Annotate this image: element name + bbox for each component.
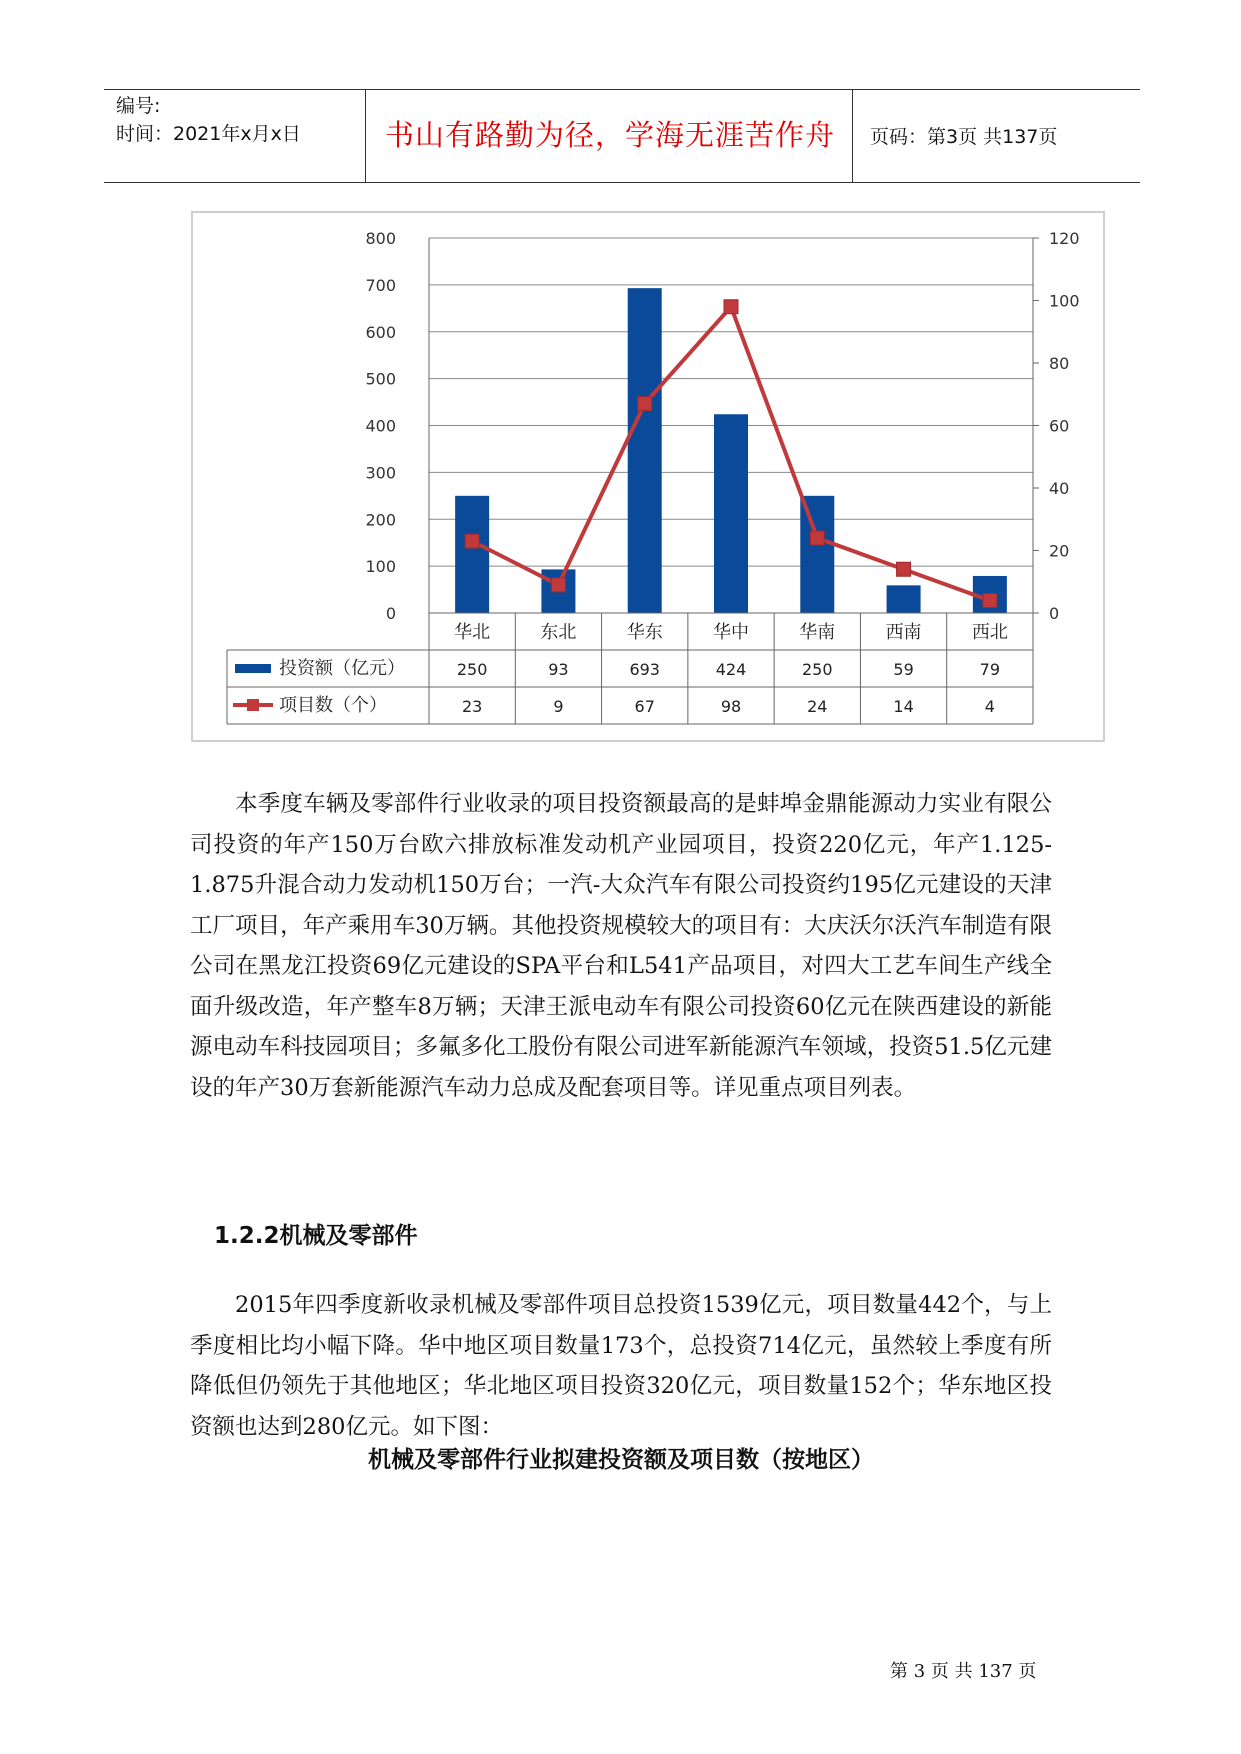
legend-key-bar [235,664,271,673]
header-bottom-rule [104,182,1140,183]
table-value-investment: 250 [456,660,488,679]
left-axis-tick-label: 700 [365,275,396,295]
line-point [724,300,738,314]
bar [455,496,489,613]
left-axis-tick-label: 100 [365,557,396,577]
bar [887,585,921,613]
right-axis-tick-label: 100 [1049,291,1080,311]
line-point [465,534,479,548]
line-point [810,531,824,545]
investment-chart [191,211,1105,742]
legend-key-marker [247,699,259,711]
table-value-investment: 93 [548,660,569,679]
paragraph-machinery-parts: 2015年四季度新收录机械及零部件项目总投资1539亿元，项目数量442个，与上季度相比均小幅下降。华中地区项目数量173个，总投资714亿元，虽然较上季度有所降低但仍领先于其他地区；华北地区项目投资320亿元，项目数量152个；华东地区投资额也达到280亿元。如下图： [190,1292,1052,1440]
header-top-rule [104,89,1140,90]
chart-canvas [193,213,1103,740]
left-axis-tick-label: 400 [365,416,396,436]
line-point [983,594,997,608]
left-axis-tick-label: 600 [365,322,396,342]
table-value-projects: 24 [807,697,828,716]
right-axis-tick-label: 120 [1049,229,1080,248]
bar [628,288,662,613]
right-axis-tick-label: 80 [1049,354,1070,373]
category-label: 华中 [713,622,749,643]
header-divider-left [365,89,366,182]
legend-label-line: 项目数（个） [279,695,387,716]
table-value-investment: 59 [893,660,914,679]
header-motto: 书山有路勤为径，学海无涯苦作舟 [384,118,835,152]
bar [714,414,748,613]
header-divider-right [852,89,853,182]
paragraph-vehicle-parts: 本季度车辆及零部件行业收录的项目投资额最高的是蚌埠金鼎能源动力实业有限公司投资的年产150万台欧六排放标准发动机产业园项目，投资220亿元，年产1.125-1.875升混合动力发动机150万台；一汽-大众汽车有限公司投资约195亿元建设的天津工厂项目，年产乘用车30万辆。其他投资规模较大的项目有：大庆沃尔沃汽车制造有限公司在黑龙江投资69亿元建设的SPA平台和L541产品项目，对四大工艺车间生产线全面升级改造，年产整车8万辆；天津王派电动车有限公司投资60亿元在陕西建设的新能源电动车科技园项目；多氟多化工股份有限公司进军新能源汽车领域，投资51.5亿元建设的年产30万套新能源汽车动力总成及配套项目等。详见重点项目列表。 [190,791,1052,1101]
table-value-investment: 424 [715,660,747,679]
left-axis-tick-label: 0 [385,604,396,623]
table-value-projects: 23 [461,697,483,716]
right-axis-tick-label: 20 [1049,541,1070,561]
table-value-investment: 250 [802,660,833,679]
line-point [897,562,911,576]
left-axis-tick-label: 500 [365,369,396,389]
legend-label-bar: 投资额（亿元） [279,658,405,679]
line-point [638,397,652,411]
serial-label: 编号: [116,95,161,117]
bar [800,496,834,613]
line-point [551,578,565,592]
left-axis-tick-label: 800 [365,229,396,248]
figure-caption: 机械及零部件行业拟建投资额及项目数（按地区） [368,1447,874,1473]
table-value-projects: 67 [634,697,655,716]
category-label: 华东 [626,622,663,643]
table-value-projects: 9 [553,697,564,716]
right-axis-tick-label: 60 [1049,416,1070,436]
header-page-info: 页码：第3页 共137页 [870,126,1058,148]
category-label: 华南 [799,622,836,643]
page-footer: 第 3 页 共 137 页 [890,1661,1037,1682]
table-value-investment: 693 [629,660,660,679]
time-label: 时间：2021年x月x日 [116,123,301,145]
left-axis-tick-label: 200 [365,510,396,530]
table-value-projects: 14 [893,697,914,716]
right-axis-tick-label: 40 [1049,479,1070,498]
header-left [116,92,301,148]
table-value-projects: 4 [984,697,995,716]
table-value-investment: 79 [979,660,1001,679]
table-value-projects: 98 [720,697,742,716]
section-heading: 1.2.2机械及零部件 [214,1223,418,1249]
right-axis-tick-label: 0 [1049,604,1060,623]
left-axis-tick-label: 300 [365,463,396,483]
category-label: 东北 [540,622,577,643]
category-label: 西北 [971,622,1008,643]
category-label: 华北 [454,622,491,643]
category-label: 西南 [885,622,922,643]
